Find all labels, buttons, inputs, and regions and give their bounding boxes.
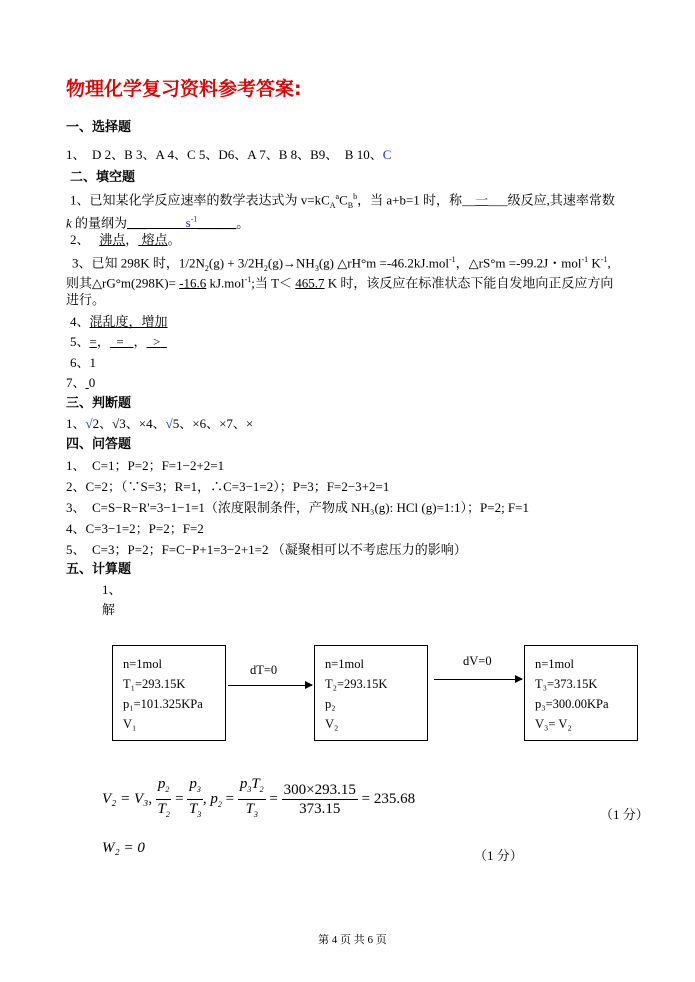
text: K 时，该反应在标准状态下能自发地向正反应方向	[324, 275, 614, 291]
section-qa-heading: 四、问答题	[66, 437, 132, 452]
text: 1、已知某化学反应速率的数学表达式为 v=kC	[70, 192, 330, 208]
answer: 沸点	[99, 232, 126, 247]
box-line: p₁=101.325KPa	[123, 697, 203, 711]
equation-1: V₂ = V₃, $\frac{p_2}{T_2}$ = $\frac{p_3}{T_3}$ , $p_2$ = $\frac{p_3T_2}{T_3}$ = $\frac{300\times 293.15}{373.15}$ = 235.68	[102, 776, 416, 819]
qa-row: 4、C=3−1=2；P=2；F=2	[66, 521, 204, 536]
calc-number: 1、	[102, 582, 122, 597]
text: kJ.mol	[206, 275, 245, 291]
state-box-2	[314, 645, 428, 741]
box-line: T₁=293.15K	[123, 677, 186, 691]
choice-last-answer: C	[382, 147, 392, 162]
text: 则其△rG°m(298K)=	[66, 275, 180, 291]
fill-q3-line3: 进行。	[66, 292, 106, 307]
judge-answers	[66, 416, 253, 432]
state-box-3	[524, 645, 638, 741]
box-line: p₂	[325, 697, 336, 711]
box-line: n=1mol	[123, 657, 162, 671]
answer: 混乱度，增加	[89, 314, 168, 329]
page-title: 物理化学复习资料参考答案:	[66, 78, 302, 100]
box-line: T₂=293.15K	[325, 677, 388, 691]
answer: 0	[88, 375, 96, 390]
text: k	[66, 215, 72, 231]
text: ，△rS°m =-99.2J・mol	[455, 255, 582, 271]
section-calc-heading: 五、计算题	[66, 562, 132, 577]
section-judge-heading: 三、判断题	[66, 396, 132, 411]
box-line: V₂	[325, 717, 339, 731]
state-box-1	[112, 645, 226, 741]
qa-row: 1、 C=1；P=2；F=1−2+2=1	[66, 458, 225, 473]
eq-text: V₂ = V₃	[102, 791, 149, 807]
qa-row: 5、 C=3；P=2；F=C−P+1=3−2+1=2 （凝聚相可以不考虑压力的影响）	[66, 542, 467, 557]
fill-q5: 5、=， = ， >	[70, 334, 161, 349]
fill-q7	[66, 375, 95, 391]
text: 5、	[70, 334, 90, 349]
section-choice-heading: 一、选择题	[66, 120, 132, 135]
box-line: p₃=300.00KPa	[535, 697, 609, 711]
fill-q2: 2、 沸点， 熔点。	[70, 232, 181, 247]
box-line: T₃=373.15K	[535, 677, 598, 691]
text: (g)→NH	[267, 255, 315, 271]
text: 级反应,其速率常数	[507, 192, 615, 208]
answer: =	[89, 334, 97, 349]
fill-q1-line1: 1、已知某化学反应速率的数学表达式为 $v=kC_A^aC_B^b$，当 a+b=1 时，称__一___级反应,其速率常数	[70, 192, 615, 210]
arrow-label-2: dV=0	[463, 654, 492, 668]
fill-q3-line2: 则其△rG°m(298K)= -16.6 kJ.mol$^{-1}$;当 T＜ 465.7 K 时，该反应在标准状态下能自发地向正反应方向	[66, 275, 614, 291]
answer: =	[116, 334, 124, 349]
answer: s	[185, 215, 191, 231]
check-mark: √	[165, 416, 173, 431]
text: 7、	[66, 375, 86, 390]
box-line: n=1mol	[535, 657, 574, 671]
text: 5、×6、×7、×	[172, 416, 254, 431]
arrow-right-icon	[228, 685, 312, 686]
answer: 465.7	[295, 275, 325, 291]
page-footer: 第 4 页 共 6 页	[318, 934, 387, 946]
choice-answers-text: 1、 D 2、B 3、A 4、C 5、D6、A 7、B 8、B9、 B 10、	[66, 147, 383, 162]
text: (g) + 3/2H	[208, 255, 264, 271]
choice-answers	[66, 147, 391, 163]
text: (g) △rH°m =-46.2kJ.mol	[318, 255, 449, 271]
calc-solve: 解	[102, 602, 116, 617]
eq-denominator: 373.15	[299, 801, 341, 817]
equation-w2: W₂ = 0	[102, 840, 145, 856]
fill-q3-line1: 3、已知 298K 时，$1/2N_2(g) + 3/2H_2(g)\to NH_3(g)$ △rH°m =-46.2kJ.mol$^{-1}$，△rS°m =-99.2J・mol$^{-1}$ $K^{-1}$,	[72, 255, 611, 273]
text: 2、√3、×4、	[92, 416, 166, 431]
eq-result: = 235.68	[361, 791, 416, 807]
eq-numerator: 300×293.15	[283, 782, 356, 798]
fill-q4	[70, 314, 168, 330]
text: 3、已知 298K 时，1/2N	[72, 255, 205, 271]
box-line: V₁	[123, 717, 137, 731]
text: ;当 T＜	[251, 275, 296, 291]
score-2: （1 分）	[474, 848, 523, 863]
fill-q6: 6、1	[70, 355, 97, 370]
text: K	[588, 255, 601, 271]
arrow-label-1: dT=0	[250, 663, 278, 677]
text: 2、	[70, 232, 84, 247]
arrow-right-icon	[434, 679, 522, 680]
answer: -16.6	[179, 275, 207, 291]
qa-row: 2、C=2；（∵S=3；R=1，∴C=3−1=2）；P=3；F=2−3+2=1	[66, 479, 390, 494]
text: 1、	[66, 416, 86, 431]
section-fill-heading: 二、填空题	[70, 170, 136, 185]
box-line: n=1mol	[325, 657, 364, 671]
text: 的量纲为	[71, 215, 128, 231]
fill-q1-line2: k 的量纲为___ $s^{-1}\_\_\_\_\_\_$。	[66, 215, 250, 231]
text: 。	[236, 215, 250, 231]
box-line: V₃= V₂	[535, 717, 572, 731]
text: 4、	[70, 314, 90, 329]
answer: >	[152, 334, 161, 349]
qa-row: 3、 C=S−R−R'=3−1−1=1（浓度限制条件，产物成 NH₃(g): HCl (g)=1:1）；P=2; F=1	[66, 500, 529, 515]
score-1: （1 分）	[600, 807, 649, 822]
check-mark: √	[85, 416, 93, 431]
answer: 一	[475, 192, 489, 208]
text: ，当 a+b=1 时，称	[357, 192, 463, 208]
answer: 熔点	[141, 232, 168, 247]
